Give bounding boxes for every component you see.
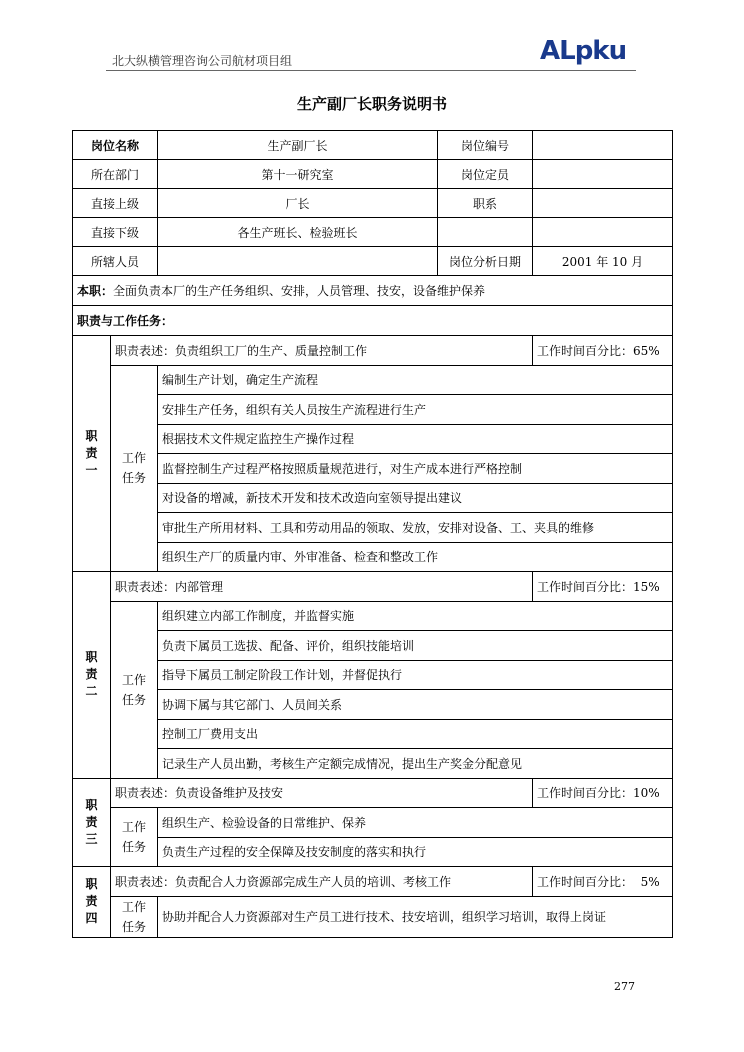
task-item: 组织生产、检验设备的日常维护、保养: [158, 808, 673, 838]
analysis-date-label: 岗位分析日期: [438, 247, 533, 276]
analysis-date-value: 2001 年 10 月: [533, 247, 673, 276]
duty-task-row: [73, 660, 673, 690]
task-item: 组织生产厂的质量内审、外审准备、检查和整改工作: [158, 542, 673, 572]
task-label: 工作任务: [121, 451, 146, 486]
duty-task-row: [73, 454, 673, 484]
duty-name: 职责二: [85, 650, 98, 699]
duty-task-row: [73, 365, 673, 395]
duty-statement-row: [73, 572, 673, 602]
duty-name: 职责四: [85, 877, 98, 926]
quota-value: [533, 160, 673, 189]
staff-label: 所辖人员: [73, 247, 158, 276]
company-logo: ALpku: [540, 36, 627, 66]
info-row-subordinate: [73, 218, 673, 247]
post-name-value: 生产副厂长: [158, 131, 438, 160]
info-row-superior: [73, 189, 673, 218]
duty-statement: 职责表述：负责配合人力资源部完成生产人员的培训、考核工作: [111, 867, 533, 897]
task-item: 监督控制生产过程严格按照质量规范进行，对生产成本进行严格控制: [158, 454, 673, 484]
duty-name: 职责三: [85, 797, 98, 846]
dept-label: 所在部门: [73, 160, 158, 189]
task-item: 编制生产计划，确定生产流程: [158, 365, 673, 395]
task-item: 协助并配合人力资源部对生产员工进行技术、技安培训，组织学习培训，取得上岗证: [158, 896, 673, 937]
task-item: 审批生产所用材料、工具和劳动用品的领取、发放，安排对设备、工、夹具的维修: [158, 513, 673, 543]
job-description-table: [72, 130, 673, 938]
task-label: 工作任务: [121, 820, 146, 854]
duty-time-percent: 工作时间百分比：10%: [533, 778, 673, 808]
duty-task-row: [73, 719, 673, 749]
summary-text: 全面负责本厂的生产任务组织、安排，人员管理、技安，设备维护保养: [113, 284, 486, 298]
duty-name: 职责一: [85, 429, 98, 477]
duty-task-row: [73, 690, 673, 720]
info-row-staff: [73, 247, 673, 276]
duty-time-percent: 工作时间百分比： 5%: [533, 867, 673, 897]
task-label-cell: [111, 601, 158, 778]
info-row-post: [73, 131, 673, 160]
superior-value: 厂长: [158, 189, 438, 218]
task-item: 协调下属与其它部门、人员间关系: [158, 690, 673, 720]
task-label-cell: [111, 365, 158, 572]
duty-task-row: [73, 631, 673, 661]
duty-task-row: [73, 601, 673, 631]
duty-name-cell: [73, 572, 111, 779]
duty-statement-row: [73, 778, 673, 808]
superior-label: 直接上级: [73, 189, 158, 218]
post-name-label: 岗位名称: [73, 131, 158, 160]
duty-time-percent: 工作时间百分比：15%: [533, 572, 673, 602]
duties-heading-row: [73, 306, 673, 336]
grade-label: 职系: [438, 189, 533, 218]
staff-value: [158, 247, 438, 276]
task-item: 指导下属员工制定阶段工作计划，并督促执行: [158, 660, 673, 690]
duty-task-row: [73, 749, 673, 779]
task-item: 负责下属员工选拔、配备、评价，组织技能培训: [158, 631, 673, 661]
task-label: 工作任务: [121, 672, 146, 707]
task-item: 控制工厂费用支出: [158, 719, 673, 749]
subordinate-value: 各生产班长、检验班长: [158, 218, 438, 247]
task-item: 安排生产任务，组织有关人员按生产流程进行生产: [158, 395, 673, 425]
duty-task-row: [73, 837, 673, 867]
task-item: 组织建立内部工作制度，并监督实施: [158, 601, 673, 631]
task-item: 根据技术文件规定监控生产操作过程: [158, 424, 673, 454]
duty-time-percent: 工作时间百分比：65%: [533, 336, 673, 366]
duty-task-row: [73, 808, 673, 838]
subordinate-extra-2: [533, 218, 673, 247]
duty-name-cell: [73, 867, 111, 938]
duty-statement-row: [73, 336, 673, 366]
task-item: 对设备的增减，新技术开发和技术改造向室领导提出建议: [158, 483, 673, 513]
duty-task-row: [73, 424, 673, 454]
task-item: 记录生产人员出勤，考核生产定额完成情况，提出生产奖金分配意见: [158, 749, 673, 779]
task-label-cell: [111, 808, 158, 867]
header-org: 北大纵横管理咨询公司航材项目组: [112, 54, 293, 68]
document-title: 生产副厂长职务说明书: [296, 95, 447, 113]
post-no-value: [533, 131, 673, 160]
duty-task-row: [73, 896, 673, 937]
duty-task-row: [73, 542, 673, 572]
info-row-dept: [73, 160, 673, 189]
post-no-label: 岗位编号: [438, 131, 533, 160]
header-divider: [106, 70, 636, 71]
task-label: 工作任务: [121, 899, 146, 934]
duty-statement: 职责表述：负责设备维护及技安: [111, 778, 533, 808]
duty-statement-row: [73, 867, 673, 897]
duty-statement: 职责表述：内部管理: [111, 572, 533, 602]
summary-row: [73, 276, 673, 306]
task-label-cell: [111, 896, 158, 937]
dept-value: 第十一研究室: [158, 160, 438, 189]
quota-label: 岗位定员: [438, 160, 533, 189]
task-item: 负责生产过程的安全保障及技安制度的落实和执行: [158, 837, 673, 867]
subordinate-extra-1: [438, 218, 533, 247]
summary-cell: [73, 276, 673, 306]
page-number: 277: [614, 980, 635, 993]
summary-label: 本职：: [77, 284, 114, 298]
duties-heading: 职责与工作任务：: [73, 306, 673, 336]
grade-value: [533, 189, 673, 218]
duty-task-row: [73, 513, 673, 543]
duty-statement: 职责表述：负责组织工厂的生产、质量控制工作: [111, 336, 533, 366]
duty-task-row: [73, 483, 673, 513]
duty-name-cell: [73, 778, 111, 867]
duty-name-cell: [73, 336, 111, 572]
duty-task-row: [73, 395, 673, 425]
subordinate-label: 直接下级: [73, 218, 158, 247]
